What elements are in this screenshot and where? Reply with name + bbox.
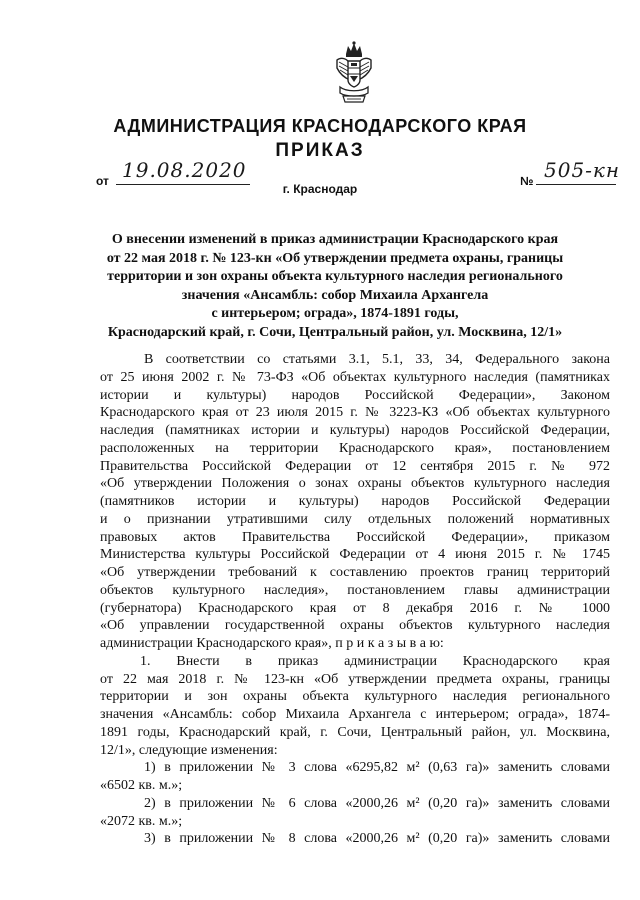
body-line: администрации Краснодарского края», п р и к а з ы в а ю:: [100, 636, 444, 651]
body-line: (губернатора) Краснодарского края от 8 декабря 2016 г. № 1000: [100, 600, 610, 616]
body-line: расположенных на территории Краснодарского края», постановлением: [100, 440, 610, 456]
body-line: «6502 кв. м.»;: [100, 778, 183, 793]
body-line: (памятников истории и культуры) народов Российской Федерации: [100, 494, 610, 509]
title-line: с интерьером; ограда», 1874-1891 годы,: [211, 306, 459, 321]
body-line: «Об управлении государственной охраны объектов культурного наследия: [100, 618, 610, 634]
body-line: «Об утверждении Положения о зонах охраны объектов культурного наследия: [100, 476, 610, 492]
body-line: территории и зон охраны объекта культурного наследия регионального: [100, 689, 610, 705]
body-line: В соответствии со статьями 3.1, 5.1, 33, 34, Федерального закона: [144, 352, 610, 367]
city-name: г. Краснодар: [282, 182, 358, 196]
title-line: территории и зон охраны объекта культурного наследия регионального: [107, 269, 563, 284]
body-line: от 25 июня 2002 г. № 73-ФЗ «Об объектах культурного наследия (памятниках: [100, 369, 610, 385]
body-line: и о признании утратившими силу отдельных положений нормативных: [100, 511, 610, 527]
date-label: от: [96, 174, 109, 188]
body-line: объектов культурного наследия», постановлением главы администрации: [100, 582, 610, 598]
document-type: ПРИКАЗ: [275, 140, 365, 161]
organization-name: АДМИНИСТРАЦИЯ КРАСНОДАРСКОГО КРАЯ: [113, 116, 527, 136]
title-line: Краснодарский край, г. Сочи, Центральный район, ул. Москвина, 12/1»: [107, 324, 563, 340]
number-value: 505-кн: [544, 158, 621, 182]
body-line: «2072 кв. м.»;: [100, 813, 183, 829]
body-line: Министерства культуры Российской Федерации от 4 июня 2015 г. № 1745: [100, 547, 610, 563]
title-line: от 22 мая 2018 г. № 123-кн «Об утверждении предмета охраны, границы: [106, 250, 564, 266]
body-line: 3) в приложении № 8 слова «2000,26 м² (0,20 га)» заменить словами: [144, 831, 610, 847]
body-line: Правительства Российской Федерации от 12 сентября 2015 г. № 972: [100, 458, 610, 474]
body-line: значения «Ансамбль: собор Михаила Архангела с интерьером; ограда», 1874-: [100, 707, 610, 722]
body-line: истории и культуры) народов Российской Федерации», Законом: [100, 387, 610, 403]
coat-of-arms-icon: [331, 40, 377, 106]
title-line: значения «Ансамбль: собор Михаила Архангела: [181, 287, 489, 303]
body-line: от 22 мая 2018 г. № 123-кн «Об утверждении предмета охраны, границы: [100, 671, 610, 687]
body-line: 1891 годы, Краснодарский край, г. Сочи, Центральный район, ул. Москвина,: [100, 724, 610, 740]
document-title: [100, 231, 570, 342]
body-line: наследия (памятниках истории и культуры) народов Российской Федерации,: [100, 423, 610, 438]
body-line: Краснодарского края от 23 июля 2015 г. № 3223-КЗ «Об объектах культурного: [100, 405, 610, 421]
body-line: 12/1», следующие изменения:: [100, 742, 278, 758]
body-line: 2) в приложении № 6 слова «2000,26 м² (0,20 га)» заменить словами: [144, 795, 610, 811]
title-line: О внесении изменений в приказ администрации Краснодарского края: [111, 232, 559, 247]
body-line: правовых актов Правительства Российской Федерации», приказом: [100, 529, 610, 545]
body-line: 1. Внести в приказ администрации Краснодарского края: [140, 653, 610, 669]
body-line: «Об утверждении требований к составлению проектов границ территорий: [100, 565, 610, 580]
date-value: 19.08.2020: [122, 158, 247, 182]
number-label: №: [520, 174, 534, 188]
body-line: 1) в приложении № 3 слова «6295,82 м² (0,63 га)» заменить словами: [144, 760, 610, 776]
document-body: [100, 351, 610, 848]
